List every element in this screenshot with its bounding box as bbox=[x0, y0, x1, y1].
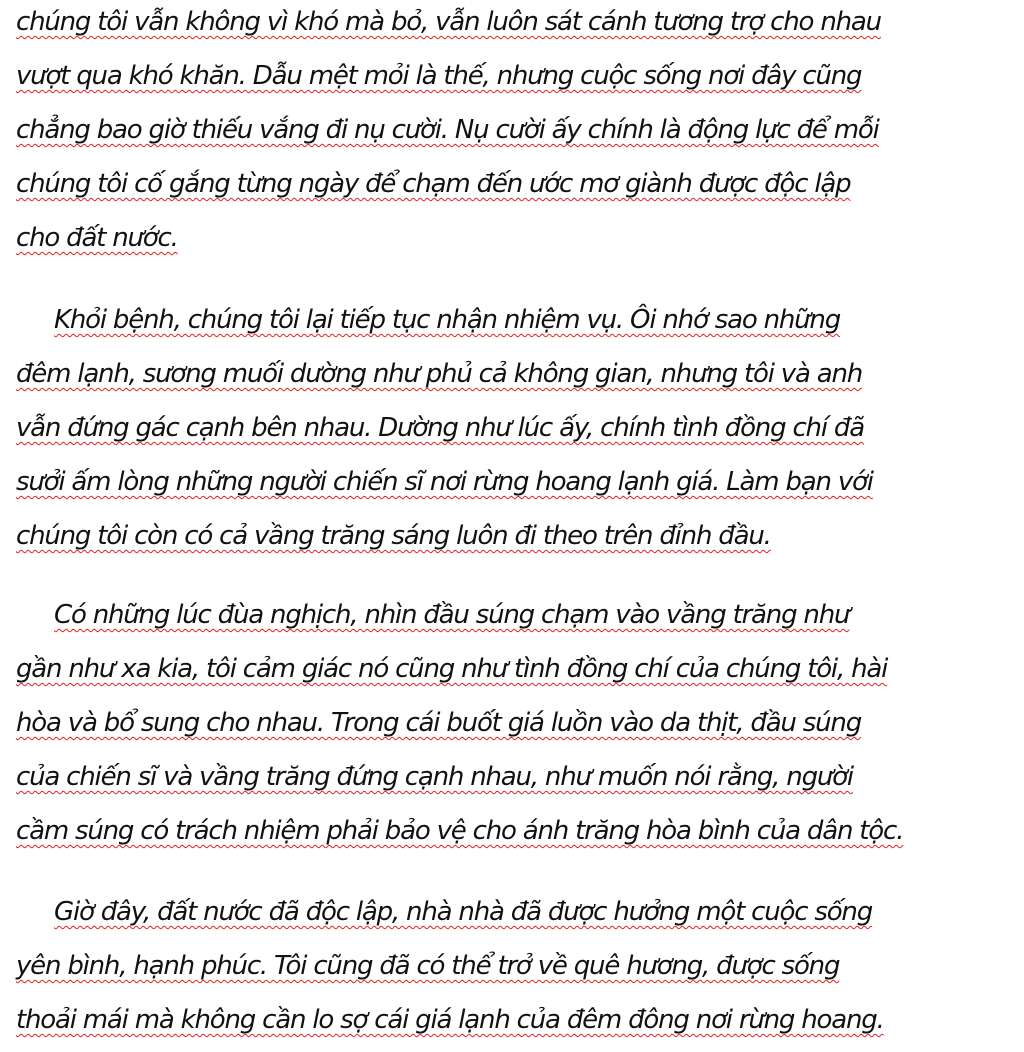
text-line-content: đêm lạnh, sương muối dường như phủ cả không gian, nhưng tôi và anh bbox=[16, 359, 863, 389]
text-line-content: Có những lúc đùa nghịch, nhìn đầu súng chạm vào vầng trăng như bbox=[54, 600, 850, 630]
text-line-content: cho đất nước. bbox=[16, 223, 178, 253]
text-line bbox=[16, 890, 1016, 944]
text-line-content: của chiến sĩ và vầng trăng đứng cạnh nhau, như muốn nói rằng, người bbox=[16, 762, 853, 792]
text-line-content: sưởi ấm lòng những người chiến sĩ nơi rừng hoang lạnh giá. Làm bạn với bbox=[16, 467, 873, 497]
paragraph-1 bbox=[16, 0, 1016, 270]
text-line bbox=[16, 944, 1016, 998]
text-line bbox=[16, 216, 1016, 270]
text-line bbox=[16, 809, 1016, 863]
text-line-content: chẳng bao giờ thiếu vắng đi nụ cười. Nụ cười ấy chính là động lực để mỗi bbox=[16, 115, 879, 145]
text-line-content: vẫn đứng gác cạnh bên nhau. Dường như lúc ấy, chính tình đồng chí đã bbox=[16, 413, 864, 443]
text-line bbox=[16, 162, 1016, 216]
paragraph-2 bbox=[16, 298, 1016, 568]
text-line bbox=[16, 460, 1016, 514]
text-line bbox=[16, 701, 1016, 755]
text-line bbox=[16, 593, 1016, 647]
text-line bbox=[16, 514, 1016, 568]
text-line-content: chúng tôi còn có cả vầng trăng sáng luôn đi theo trên đỉnh đầu. bbox=[16, 521, 771, 551]
text-line-content: Giờ đây, đất nước đã độc lập, nhà nhà đã được hưởng một cuộc sống bbox=[54, 897, 872, 927]
text-line bbox=[16, 108, 1016, 162]
text-line-content: cầm súng có trách nhiệm phải bảo vệ cho ánh trăng hòa bình của dân tộc. bbox=[16, 816, 904, 846]
text-line-content: chúng tôi vẫn không vì khó mà bỏ, vẫn luôn sát cánh tương trợ cho nhau bbox=[16, 7, 881, 37]
text-line-content: yên bình, hạnh phúc. Tôi cũng đã có thể trở về quê hương, được sống bbox=[16, 951, 840, 981]
paragraph-4 bbox=[16, 890, 1016, 1052]
text-line-content: gần như xa kia, tôi cảm giác nó cũng như tình đồng chí của chúng tôi, hài bbox=[16, 654, 888, 684]
text-line-content: chúng tôi cố gắng từng ngày để chạm đến ước mơ giành được độc lập bbox=[16, 169, 851, 199]
paragraph-3 bbox=[16, 593, 1016, 863]
text-line bbox=[16, 406, 1016, 460]
text-line-content: Khỏi bệnh, chúng tôi lại tiếp tục nhận nhiệm vụ. Ôi nhớ sao những bbox=[54, 305, 841, 335]
text-line-content: vượt qua khó khăn. Dẫu mệt mỏi là thế, nhưng cuộc sống nơi đây cũng bbox=[16, 61, 862, 91]
text-line bbox=[16, 0, 1016, 54]
text-line bbox=[16, 54, 1016, 108]
text-line bbox=[16, 298, 1016, 352]
text-line bbox=[16, 352, 1016, 406]
text-line bbox=[16, 647, 1016, 701]
text-line-content: hòa và bổ sung cho nhau. Trong cái buốt giá luồn vào da thịt, đầu súng bbox=[16, 708, 862, 738]
text-line-content: thoải mái mà không cần lo sợ cái giá lạnh của đêm đông nơi rừng hoang. bbox=[16, 1005, 884, 1035]
text-line bbox=[16, 755, 1016, 809]
text-line bbox=[16, 998, 1016, 1052]
